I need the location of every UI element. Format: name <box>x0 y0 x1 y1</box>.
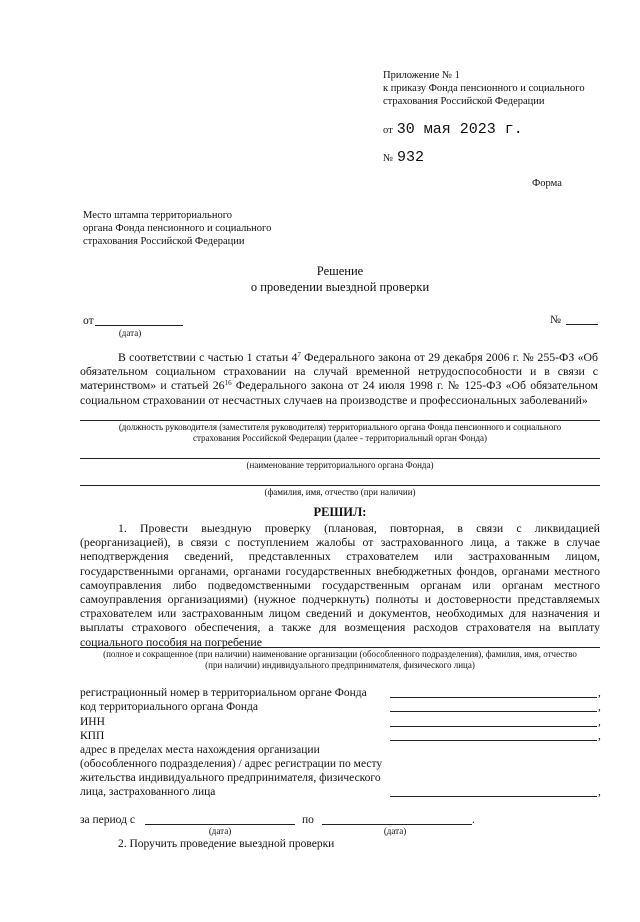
appendix-line-2: к приказу Фонда пенсионного и социального <box>383 83 585 94</box>
preamble <box>80 350 598 407</box>
address-end: , <box>598 786 601 798</box>
form-label: Форма <box>532 178 562 189</box>
field-kpp-end: , <box>598 730 601 742</box>
period-from-caption: (дата) <box>208 826 232 836</box>
preamble-part-1: В соответствии с частью 1 статьи 4 <box>118 350 298 364</box>
stamp-place-line-3: страхования Российской Федерации <box>83 236 245 247</box>
order-number-value: 932 <box>397 149 425 166</box>
address-label-line-4: лица, застрахованного лица <box>80 786 216 798</box>
address-label-line-3: жительства индивидуального предпринимателя, физического <box>80 772 381 784</box>
address-label-line-1: адрес в пределах места нахождения организации <box>80 744 320 756</box>
order-number <box>383 148 424 166</box>
decided-heading: РЕШИЛ: <box>313 505 367 519</box>
decision-number-label: № <box>550 314 561 326</box>
period-from-label: за период с <box>80 814 135 826</box>
title-line-2: о проведении выездной проверки <box>250 280 430 294</box>
field-inn-end: , <box>598 716 601 728</box>
stamp-place-line-2: органа Фонда пенсионного и социального <box>83 223 272 234</box>
order-date-prefix: от <box>383 125 393 136</box>
appendix-line-3: страхования Российской Федерации <box>383 96 545 107</box>
date-caption: (дата) <box>118 328 142 338</box>
address-label-line-2: (обособленного подразделения) / адрес регистрации по месту <box>80 758 383 770</box>
period-from-line <box>145 824 295 825</box>
appendix-line-1: Приложение № 1 <box>383 70 460 81</box>
title-line-1: Решение <box>316 264 364 278</box>
date-from-label: от <box>83 315 94 327</box>
head-position-line <box>80 420 600 421</box>
item-1: 1. Провести выездную проверку (плановая, повторная, в связи с ликвидацией (реорганизацией), в связи с поступлением жалобы от застрахованного лица, а также в случае неподтверждения сведений, представленных страхователем или застрахованным лицом, государственными органами, органами государственных внебюджетных фондов, органами местного самоуправления либо подведомственными государственным органам или органам местного самоуправления организациями) (нужное подчеркнуть) полноты и достоверности представляемых страхователем или застрахованным лицом сведений и документов, необходимых для назначения и выплаты страхового обеспечения, а также для возмещения расходов страхователя на выплату социального пособия на погребение <box>80 521 600 649</box>
period-to-line <box>322 824 472 825</box>
order-number-prefix: № <box>383 153 394 164</box>
date-line <box>95 325 183 326</box>
head-position-caption-1: (должность руководителя (заместителя руководителя) территориального органа Фонда пенсионного и социального <box>118 422 562 432</box>
field-body-code-line <box>390 711 597 712</box>
fund-body-line <box>80 458 600 459</box>
field-body-code-end: , <box>598 701 601 713</box>
org-caption-1: (полное и сокращенное (при наличии) наименование организации (обособленного подразделения), фамилия, имя, отчество <box>103 649 577 659</box>
decision-number-line <box>566 324 598 325</box>
order-date-value: 30 мая 2023 г. <box>396 121 523 138</box>
fund-body-caption: (наименование территориального органа Фонда) <box>246 460 434 470</box>
head-position-caption-2: страхования Российской Федерации (далее - территориальный орган Фонда) <box>192 433 488 443</box>
field-registration-number-label: регистрационный номер в территориальном органе Фонда <box>80 687 367 699</box>
full-name-caption: (фамилия, имя, отчество (при наличии) <box>264 487 416 497</box>
field-registration-number-end: , <box>598 687 601 699</box>
preamble-sup-1: 7 <box>297 351 301 359</box>
field-kpp-label: КПП <box>80 730 105 742</box>
field-registration-number-line <box>390 697 597 698</box>
field-kpp-line <box>390 740 597 741</box>
full-name-line <box>80 485 600 486</box>
stamp-place-line-1: Место штампа территориального <box>83 210 232 221</box>
preamble-part-3: Федерального закона от 24 июля 1998 г. № 125-ФЗ «Об обязательном социальном страховании от несчастных случаев на производстве и профессиональных заболеваний» <box>80 378 598 407</box>
preamble-sup-2: 16 <box>224 379 232 388</box>
period-to-label: по <box>302 814 314 826</box>
period-to-caption: (дата) <box>383 826 407 836</box>
field-inn-line <box>390 726 597 727</box>
order-date <box>383 120 523 138</box>
address-line <box>390 796 597 797</box>
org-caption-2: (при наличии) индивидуального предпринимателя, физического лица) <box>205 660 475 670</box>
item-2: 2. Поручить проведение выездной проверки <box>118 838 335 850</box>
field-body-code-label: код территориального органа Фонда <box>80 701 259 713</box>
org-name-line <box>80 647 600 648</box>
period-end: . <box>472 814 475 826</box>
field-inn-label: ИНН <box>80 716 105 728</box>
preamble-part-2: Федерального закона от 29 декабря 2006 г. № 255-ФЗ «Об обязательном социальном страховании на случай временной нетрудоспособности и в связи с материнством» и статьей 26 <box>80 350 598 393</box>
